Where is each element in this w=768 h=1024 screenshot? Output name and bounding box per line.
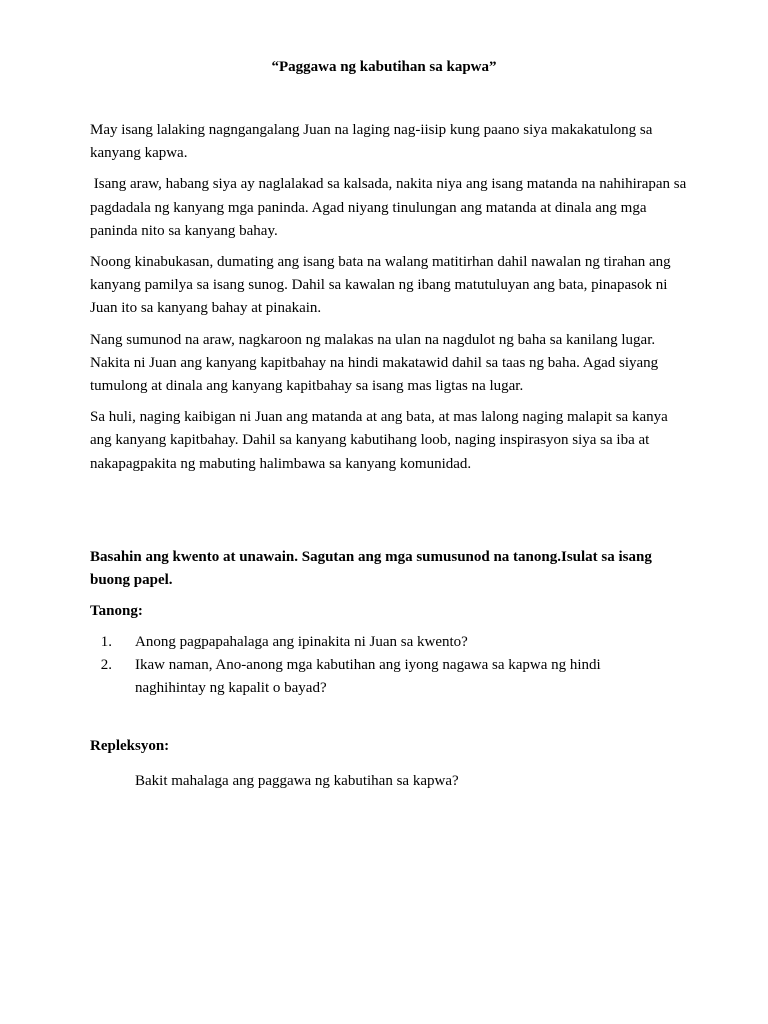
question-text: Anong pagpapahalaga ang ipinakita ni Juan sa kwento?	[135, 634, 468, 650]
reflection-question: Bakit mahalaga ang paggawa ng kabutihan sa kapwa?	[135, 773, 459, 789]
story-body	[90, 119, 690, 484]
question-item	[90, 631, 650, 654]
story-paragraph: Isang araw, habang siya ay naglalakad sa kalsada, nakita niya ang isang matanda na nahihirapan sa pagdadala ng kanyang mga paninda. Agad niyang tinulungan ang matanda at dinala ang mga paninda nito sa kanyang bahay.	[90, 176, 691, 239]
question-text: Ikaw naman, Ano-anong mga kabutihan ang iyong nagawa sa kapwa ng hindi naghihintay ng kapalit o bayad?	[135, 657, 601, 697]
questions-list	[90, 631, 650, 701]
instructions: Basahin ang kwento at unawain. Sagutan ang mga sumusunod na tanong.Isulat sa isang buong papel.	[90, 549, 652, 588]
question-number: 1.	[100, 634, 112, 650]
story-paragraph: May isang lalaking nagngangalang Juan na laging nag-iisip kung paano siya makakatulong sa kanyang kapwa.	[90, 122, 653, 162]
reflection-label: Repleksyon:	[90, 738, 170, 754]
story-paragraph: Nang sumunod na araw, nagkaroon ng malakas na ulan na nagdulot ng baha sa kanilang lugar. Nakita ni Juan ang kanyang kapitbahay na hindi makatawid dahil sa taas ng baha. Agad siyang tumulong at dinala ang kanyang kapitbahay sa isang mas ligtas na lugar.	[90, 331, 659, 395]
question-number: 2.	[100, 657, 112, 674]
questions-label: Tanong:	[90, 603, 143, 619]
document-title: “Paggawa ng kabutihan sa kapwa”	[271, 59, 497, 75]
story-paragraph: Sa huli, naging kaibigan ni Juan ang matanda at ang bata, at mas lalong naging malapit sa kanya ang kanyang kapitbahay. Dahil sa kanyang kabutihang loob, naging inspirasyon siya sa iba at nakapagpakita ng mabuting halimbawa sa kanyang komunidad.	[90, 409, 668, 472]
question-item	[90, 654, 650, 700]
story-paragraph: Noong kinabukasan, dumating ang isang bata na walang matitirhan dahil nawalan ng tirahan ang kanyang pamilya sa isang sunog. Dahil sa kawalan ng ibang matutuluyan ang bata, pinapasok ni Juan ito sa kanyang bahay at pinakain.	[90, 254, 671, 317]
